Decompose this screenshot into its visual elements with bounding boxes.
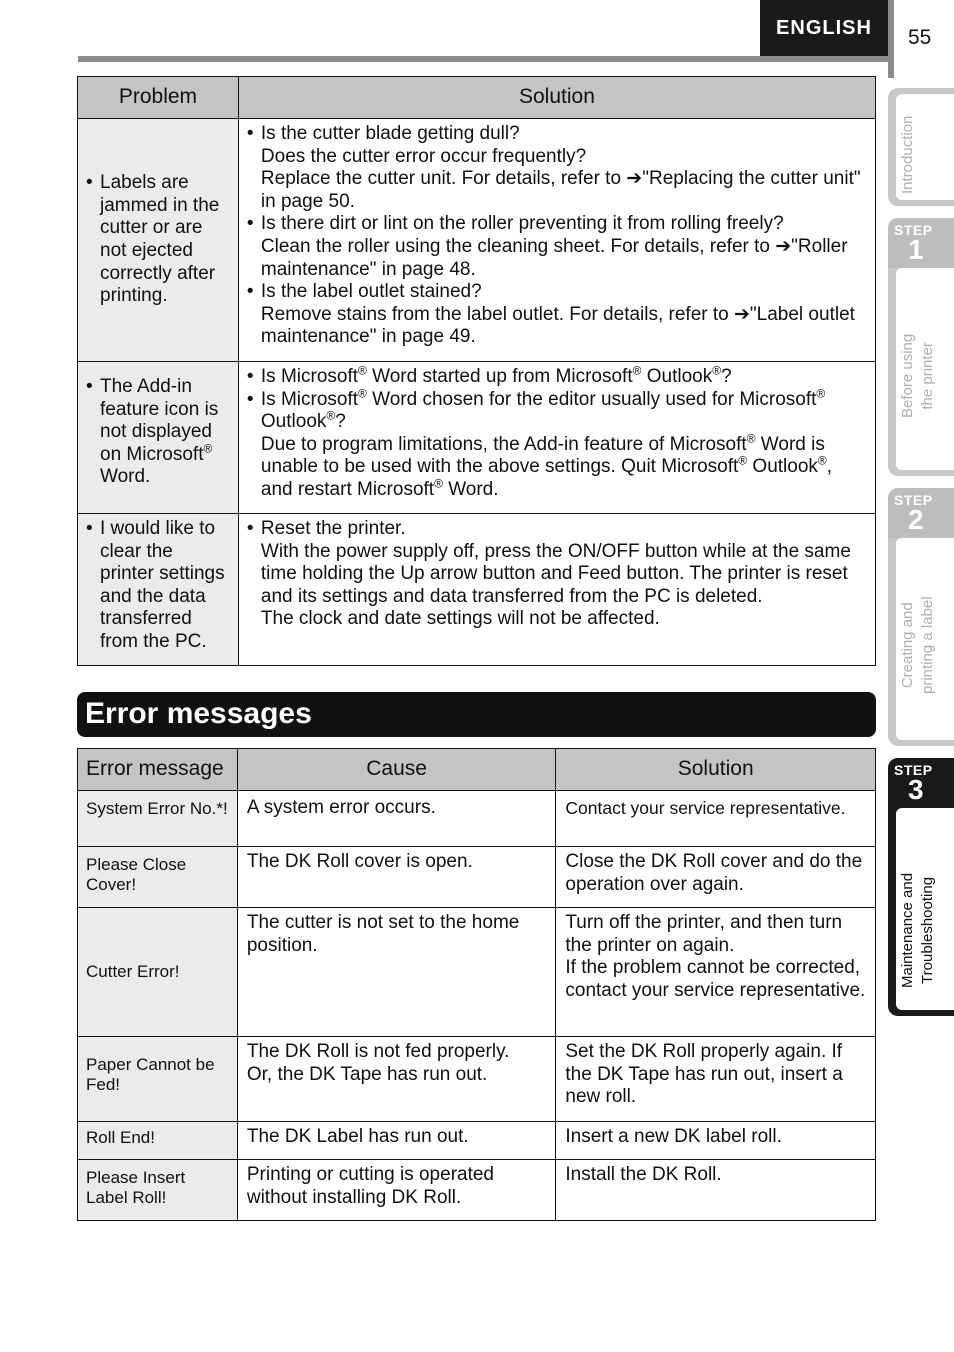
cause-cell: The cutter is not set to the home position. (237, 908, 556, 1037)
step-word: STEP (894, 492, 933, 508)
table-header-row (78, 77, 876, 119)
solution-item: • Reset the printer. With the power supply off, press the ON/OFF button while at the same time holding the Up arrow button and Feed button. The printer is reset and its settings and data transferred from the PC is deleted. The clock and date settings will not be affected. (247, 518, 867, 631)
table-row (78, 847, 876, 908)
problem-text: • The Add-in feature icon is not displayed on Microsoft® Word. (86, 376, 232, 489)
table-header-row (78, 749, 876, 791)
side-tab-step-2-label: Creating and printing a label (899, 596, 936, 694)
error-message-cell: Cutter Error! (78, 908, 238, 1037)
step-number: 1 (908, 234, 924, 265)
table-row (78, 791, 876, 847)
language-tab: ENGLISH (760, 0, 888, 56)
step-number: 3 (908, 774, 924, 805)
solution-cell (238, 514, 875, 666)
error-message-cell: Roll End! (78, 1122, 238, 1160)
solution-cell (238, 119, 875, 362)
step-word: STEP (894, 762, 933, 778)
problem-cell (78, 514, 239, 666)
solution-cell (238, 362, 875, 514)
error-message-cell: Paper Cannot be Fed! (78, 1037, 238, 1122)
step-number: 2 (908, 504, 924, 535)
column-header-cause: Cause (237, 749, 556, 791)
column-header-problem: Problem (78, 77, 239, 119)
page-number: 55 (908, 26, 932, 49)
table-row (78, 362, 876, 514)
solution-item: • Is Microsoft® Word started up from Microsoft® Outlook®? (247, 366, 867, 389)
solution-cell: Insert a new DK label roll. (556, 1122, 876, 1160)
column-header-solution: Solution (238, 77, 875, 119)
step-2-badge (888, 488, 954, 538)
cause-cell: The DK Roll is not fed properly. Or, the DK Tape has run out. (237, 1037, 556, 1122)
header-rule (78, 56, 890, 62)
side-tab-step-2[interactable] (888, 488, 954, 746)
solution-item: • Is there dirt or lint on the roller preventing it from rolling freely? Clean the roller using the cleaning sheet. For details, refer to ➔"Roller maintenance" in page 48. (247, 213, 867, 281)
side-tab-step-3[interactable] (888, 758, 954, 1016)
side-tab-step-1[interactable] (888, 218, 954, 476)
solution-item: • Is the label outlet stained? Remove stains from the label outlet. For details, refer to ➔"Label outlet maintenance" in page 49. (247, 281, 867, 349)
solution-item: • Is the cutter blade getting dull? Does the cutter error occur frequently? Replace the cutter unit. For details, refer to ➔"Replacing the cutter unit" in page 50. (247, 123, 867, 213)
step-word: STEP (894, 222, 933, 238)
problem-cell (78, 362, 239, 514)
error-messages-table (77, 748, 876, 1221)
side-tab-introduction-label: Introduction (899, 115, 916, 194)
table-row (78, 1037, 876, 1122)
column-header-error-message: Error message (78, 749, 238, 791)
cause-cell: The DK Label has run out. (237, 1122, 556, 1160)
table-row (78, 1160, 876, 1221)
problem-cell (78, 119, 239, 362)
table-row (78, 514, 876, 666)
solution-cell: Set the DK Roll properly again. If the DK Tape has run out, insert a new roll. (556, 1037, 876, 1122)
column-header-solution: Solution (556, 749, 876, 791)
table-row (78, 119, 876, 362)
step-3-badge (888, 758, 954, 808)
error-message-cell: System Error No.*! (78, 791, 238, 847)
side-tab-step-1-label: Before using the printer (899, 333, 936, 418)
solution-cell: Install the DK Roll. (556, 1160, 876, 1221)
problem-text: • I would like to clear the printer settings and the data transferred from the PC. (86, 518, 236, 654)
solution-cell: Contact your service representative. (556, 791, 876, 847)
error-message-cell: Please Close Cover! (78, 847, 238, 908)
problem-text: • Labels are jammed in the cutter or are not ejected correctly after printing. (86, 172, 232, 308)
problems-table (77, 76, 876, 666)
cause-cell: Printing or cutting is operated without installing DK Roll. (237, 1160, 556, 1221)
table-row (78, 1122, 876, 1160)
cause-cell: A system error occurs. (237, 791, 556, 847)
table-row (78, 908, 876, 1037)
side-tab-step-3-label: Maintenance and Troubleshooting (899, 872, 936, 988)
side-tab-introduction[interactable] (888, 88, 954, 206)
solution-cell: Close the DK Roll cover and do the operation over again. (556, 847, 876, 908)
cause-cell: The DK Roll cover is open. (237, 847, 556, 908)
solution-item: • Is Microsoft® Word chosen for the editor usually used for Microsoft® Outlook®? Due to program limitations, the Add-in feature of Microsoft® Word is unable to be used with the above settings. Quit Microsoft® Outlook®, and restart Microsoft® Word. (247, 389, 867, 502)
step-1-badge (888, 218, 954, 268)
solution-cell: Turn off the printer, and then turn the printer on again. If the problem cannot be corrected, contact your service representative. (556, 908, 876, 1037)
error-message-cell: Please Insert Label Roll! (78, 1160, 238, 1221)
header-rule-vertical (888, 0, 894, 78)
section-title-error-messages: Error messages (77, 692, 876, 737)
